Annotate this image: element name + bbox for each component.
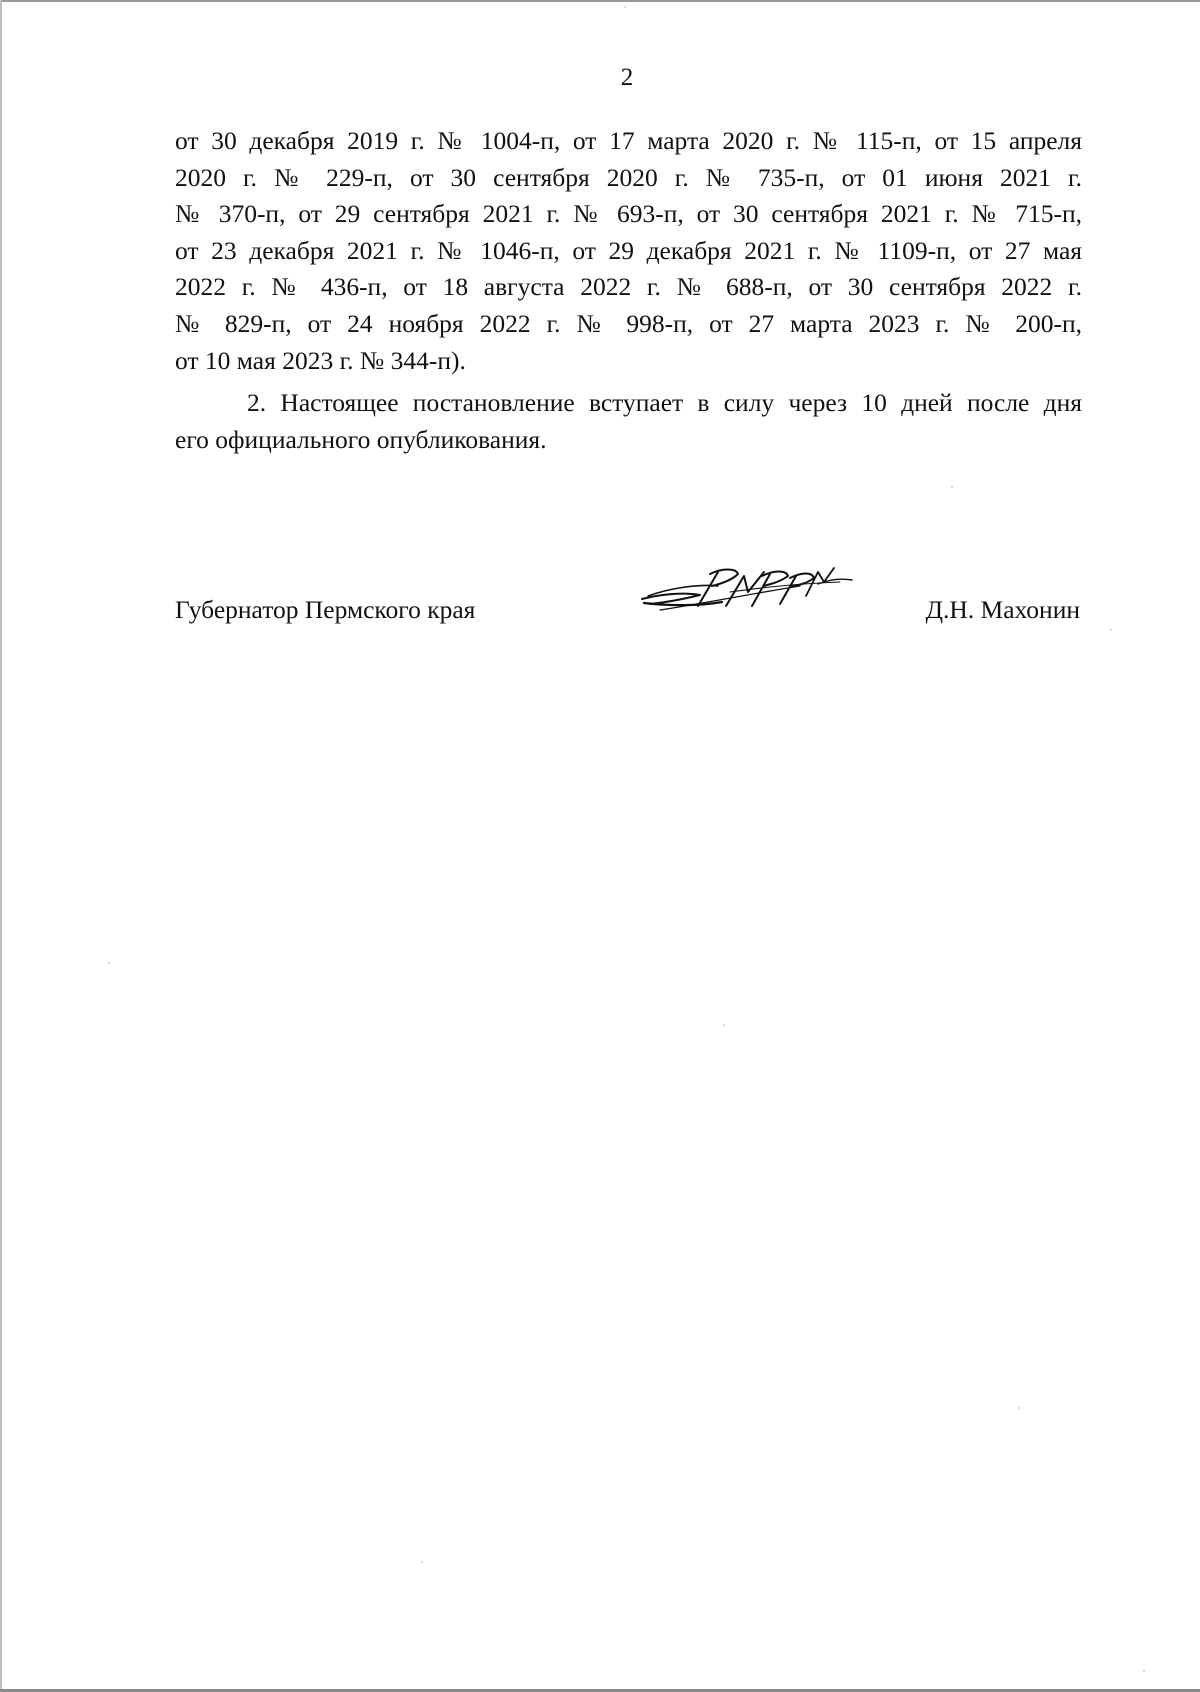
scan-edge-left bbox=[0, 0, 2, 1692]
signer-position: Губернатор Пермского края bbox=[175, 595, 476, 624]
page-number: 2 bbox=[620, 64, 634, 91]
scan-speck bbox=[421, 1561, 423, 1563]
paragraph-1-line: 2022 г. № 436-п, от 18 августа 2022 г. № 688-п, от 30 сентября 2022 г. bbox=[175, 272, 1082, 302]
scan-speck bbox=[1143, 1670, 1145, 1672]
scan-edge-top bbox=[0, 0, 1200, 2]
paragraph-1-line: от 10 мая 2023 г. № 344-п). bbox=[175, 345, 466, 375]
paragraph-1 bbox=[175, 123, 1082, 379]
scan-speck bbox=[723, 1024, 725, 1026]
scan-speck bbox=[1110, 629, 1112, 631]
scan-speck bbox=[108, 962, 110, 964]
paragraph-1-line: от 30 декабря 2019 г. № 1004-п, от 17 марта 2020 г. № 115-п, от 15 апреля bbox=[175, 126, 1082, 155]
paragraph-2-line: 2. Настоящее постановление вступает в силу через 10 дней после дня bbox=[247, 388, 1082, 418]
paragraph-1-line: 2020 г. № 229-п, от 30 сентября 2020 г. № 735-п, от 01 июня 2021 г. bbox=[175, 162, 1082, 192]
paragraph-2 bbox=[175, 385, 1082, 458]
paragraph-2-line: его официального опубликования. bbox=[175, 424, 547, 454]
paragraph-1-line: № 370-п, от 29 сентября 2021 г. № 693-п, от 30 сентября 2021 г. № 715-п, bbox=[175, 199, 1082, 229]
paragraph-1-line: от 23 декабря 2021 г. № 1046-п, от 29 декабря 2021 г. № 1109-п, от 27 мая bbox=[175, 235, 1082, 265]
signature-block bbox=[175, 592, 1080, 632]
scan-speck bbox=[1018, 1407, 1020, 1409]
document-body bbox=[175, 123, 1082, 458]
scan-speck bbox=[951, 486, 953, 488]
scan-speck bbox=[624, 6, 626, 8]
signer-name: Д.Н. Махонин bbox=[925, 595, 1080, 624]
paragraph-1-line: № 829-п, от 24 ноября 2022 г. № 998-п, от 27 марта 2023 г. № 200-п, bbox=[175, 308, 1082, 338]
